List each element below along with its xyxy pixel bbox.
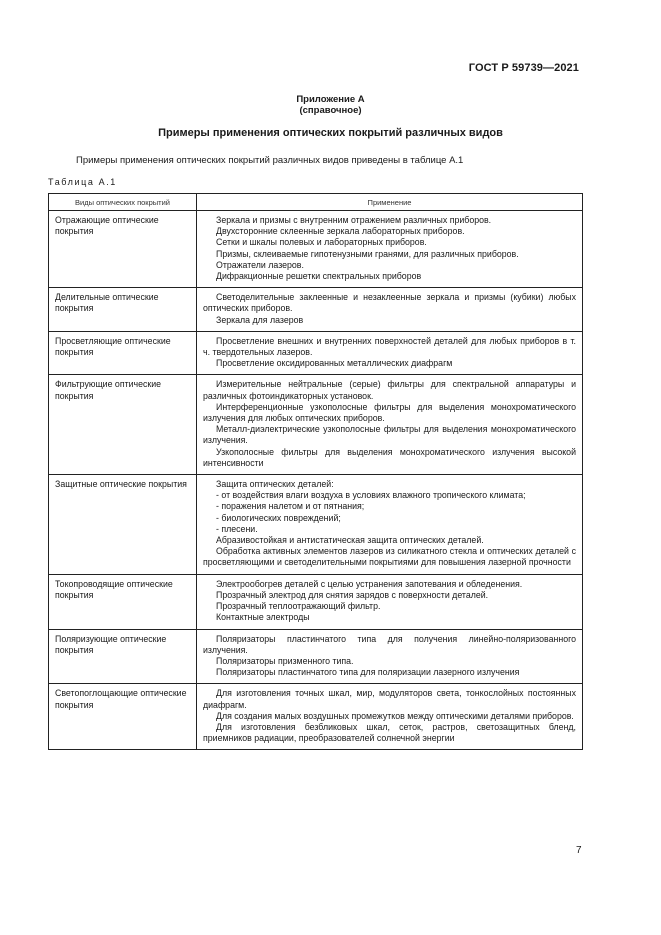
document-code: ГОСТ Р 59739—2021	[468, 62, 579, 74]
applications-table	[48, 193, 583, 750]
coating-kind-cell: Токопроводящие оптические покрытия	[49, 574, 197, 629]
table-row	[49, 629, 583, 684]
application-line: Просветление оксидированных металлических диафрагм	[216, 358, 453, 369]
application-line: Электрообогрев деталей с целью устранения запотевания и обледенения.	[216, 578, 523, 589]
application-line: Для создания малых воздушных промежутков между оптическими деталями приборов.	[216, 710, 574, 721]
column-header-application: Применение	[197, 194, 583, 211]
application-line: Сетки и шкалы полевых и лабораторных приборов.	[216, 237, 427, 248]
coating-kind-cell: Светопоглощающие оптические покрытия	[49, 684, 197, 750]
application-line: Интерференционные узкополосные фильтры для выделения монохроматического излучения для любых оптических приборов.	[203, 401, 576, 424]
section-heading: Примеры применения оптических покрытий различных видов	[158, 127, 503, 139]
application-line: - от воздействия влаги воздуха в условиях влажного тропического климата;	[216, 490, 526, 501]
application-line: - поражения налетом и от пятнания;	[216, 501, 365, 512]
application-cell	[197, 331, 583, 375]
application-line: Двухсторонние склеенные зеркала лабораторных приборов.	[216, 226, 465, 237]
intro-paragraph: Примеры применения оптических покрытий различных видов приведены в таблице А.1	[76, 155, 464, 166]
appendix-title: Приложение А	[296, 94, 365, 105]
application-line: Прозрачный электрод для снятия зарядов с поверхности деталей.	[216, 589, 489, 600]
application-cell	[197, 475, 583, 575]
application-line: Для изготовления безбликовых шкал, сеток, растров, светозащитных бленд, приемников радиации, преобразователей солнечной энергии	[203, 721, 576, 744]
application-cell	[197, 375, 583, 475]
application-line: Обработка активных элементов лазеров из силикатного стекла и оптических деталей с просветляющими и светоделительными покрытиями для повышения лазерной прочности	[203, 546, 576, 568]
application-cell	[197, 211, 583, 288]
coating-kind-cell: Делительные оптические покрытия	[49, 288, 197, 332]
application-line: Контактные электроды	[216, 612, 310, 623]
coating-kind-cell: Отражающие оптические покрытия	[49, 211, 197, 288]
application-line: Металл-диэлектрические узкополосные фильтры для выделения монохроматического излучения.	[203, 424, 576, 446]
application-cell	[197, 684, 583, 750]
page-number: 7	[576, 845, 582, 856]
application-line: Просветление внешних и внутренних поверхностей деталей для любых приборов в т. ч. твердотельных лазеров.	[203, 335, 576, 358]
application-line: Прозрачный теплоотражающий фильтр.	[216, 601, 381, 612]
appendix-block	[0, 94, 661, 116]
table-body	[49, 211, 583, 750]
coating-kind-cell: Просветляющие оптические покрытия	[49, 331, 197, 375]
column-header-kinds: Виды оптических покрытий	[49, 194, 197, 211]
application-line: Поляризаторы пластинчатого типа для получения линейно-поляризованного излучения.	[203, 633, 576, 655]
application-line: Светоделительные заклеенные и незаклеенные зеркала и призмы (кубики) любых оптических приборов.	[203, 292, 576, 314]
application-line: Дифракционные решетки спектральных приборов	[216, 271, 422, 282]
appendix-subtitle: (справочное)	[299, 105, 362, 116]
coating-kind-cell: Поляризующие оптические покрытия	[49, 629, 197, 684]
application-line: Зеркала и призмы с внутренним отражением различных приборов.	[216, 215, 492, 225]
table-row	[49, 288, 583, 332]
application-line: Отражатели лазеров.	[216, 259, 304, 270]
application-line: Призмы, склеиваемые гипотенузными гранями, для различных приборов.	[216, 248, 519, 259]
application-line: Защита оптических деталей:	[216, 479, 334, 490]
table-row	[49, 475, 583, 575]
table-row	[49, 375, 583, 475]
table-row	[49, 574, 583, 629]
application-cell	[197, 574, 583, 629]
coating-kind-cell: Защитные оптические покрытия	[49, 475, 197, 575]
application-line: Узкополосные фильтры для выделения монохроматического излучения высокой интенсивности	[203, 446, 576, 468]
table-row	[49, 684, 583, 750]
table-row	[49, 211, 583, 288]
application-line: - биологических повреждений;	[216, 512, 341, 523]
application-cell	[197, 288, 583, 332]
application-line: Зеркала для лазеров	[216, 314, 304, 325]
table-header-row	[49, 194, 583, 211]
application-line: Измерительные нейтральные (серые) фильтры для спектральной аппаратуры и различных фотоиндикаторных установок.	[203, 379, 576, 401]
application-line: Абразивостойкая и антистатическая защита оптических деталей.	[216, 535, 484, 546]
table-caption: Таблица А.1	[48, 177, 117, 187]
application-cell	[197, 629, 583, 684]
application-line: Поляризаторы призменного типа.	[216, 655, 354, 666]
application-line: - плесени.	[216, 523, 258, 534]
table-row	[49, 331, 583, 375]
application-line: Поляризаторы пластинчатого типа для поляризации лазерного излучения	[216, 667, 520, 678]
coating-kind-cell: Фильтрующие оптические покрытия	[49, 375, 197, 475]
application-line: Для изготовления точных шкал, мир, модуляторов света, тонкослойных постоянных диафрагм.	[203, 688, 576, 710]
